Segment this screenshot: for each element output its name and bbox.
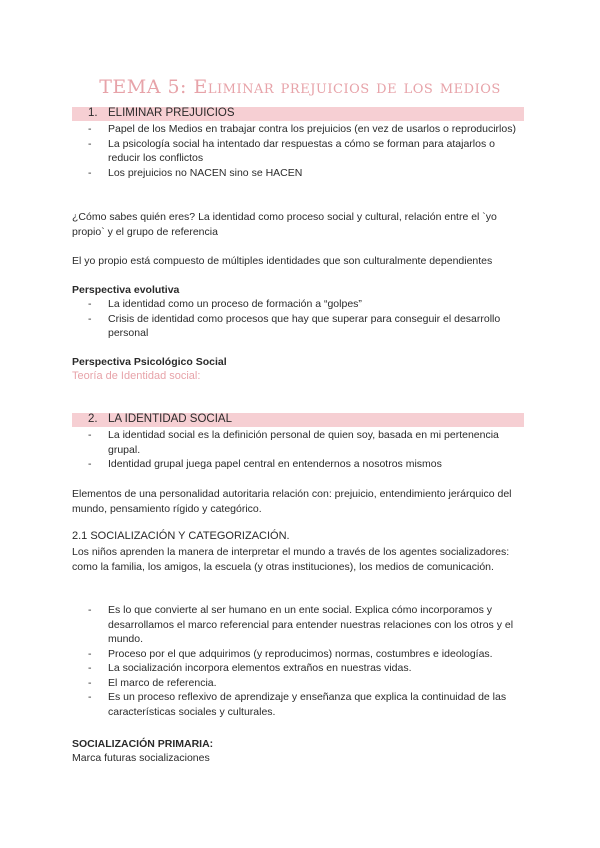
list-item: - Identidad grupal juega papel central en entendernos a nosotros mismos [88,458,442,470]
socializacion-primaria-text: Marca futuras socializaciones [72,752,210,764]
section-2-1-intro: Los niños aprenden la manera de interpretar el mundo a través de los agentes socializadores: como la familia, los amigos, la escuela (y otras instituciones), los medios de comunicación. [72,546,510,573]
list-item: - Es lo que convierte al ser humano en un ente social. Explica cómo incorporamos y desarrollamos el marco referencial para entender nuestras relaciones con los otros y el mundo. [88,604,514,645]
section-2-bullet-list [88,428,528,472]
document-title: TEMA 5: Eliminar prejuicios de los medios [99,76,501,98]
perspectiva-evolutiva-list [88,297,528,341]
paragraph-yo-propio: El yo propio está compuesto de múltiples identidades que son culturalmente dependientes [72,255,493,267]
section-1-heading-text: ELIMINAR PREJUICIOS [108,107,235,119]
list-item: - Los prejuicios no NACEN sino se HACEN [88,166,303,179]
section-1-heading [88,107,235,119]
perspectiva-psicologico-heading: Perspectiva Psicológico Social [72,356,227,368]
list-item: - La psicología social ha intentado dar respuestas a cómo se forman para atajarlos o reducir los conflictos [88,137,495,164]
socializacion-primaria-heading: SOCIALIZACIÓN PRIMARIA: [72,738,214,750]
list-item: - La identidad como un proceso de formación a “golpes” [88,298,362,310]
perspectiva-evolutiva-heading: Perspectiva evolutiva [72,284,180,296]
list-item: - Es un proceso reflexivo de aprendizaje y enseñanza que explica la continuidad de las características sociales y culturales. [88,691,507,718]
paragraph-elementos: Elementos de una personalidad autoritaria relación con: prejuicio, entendimiento jerárquico del mundo, pensamiento rígido y categórico. [72,488,512,515]
list-item: - Crisis de identidad como procesos que hay que superar para conseguir el desarrollo personal [88,312,501,339]
list-item: - El marco de referencia. [88,676,217,689]
section-1-number: 1. [88,107,98,119]
section-2-1-bullet-list [88,603,528,719]
section-2-heading-text: LA IDENTIDAD SOCIAL [108,413,232,425]
section-1-bullet-list [88,122,528,180]
list-item: - Papel de los Medios en trabajar contra los prejuicios (en vez de usarlos o reproducirlos) [88,123,516,135]
list-item: - La socialización incorpora elementos extraños en nuestras vidas. [88,662,412,674]
list-item: - Proceso por el que adquirimos (y reproducimos) normas, costumbres e ideologías. [88,647,493,660]
section-2-1-heading: 2.1 SOCIALIZACIÓN Y CATEGORIZACIÓN. [72,530,290,542]
section-2-number: 2. [88,413,98,425]
paragraph-identity: ¿Cómo sabes quién eres? La identidad como proceso social y cultural, relación entre el `yo propio` y el grupo de referencia [72,211,497,238]
section-2-heading [88,413,232,425]
list-item: - La identidad social es la definición personal de quien soy, basada en mi pertenencia grupal. [88,429,499,456]
teoria-identidad-subheading: Teoría de Identidad social: [72,370,201,382]
